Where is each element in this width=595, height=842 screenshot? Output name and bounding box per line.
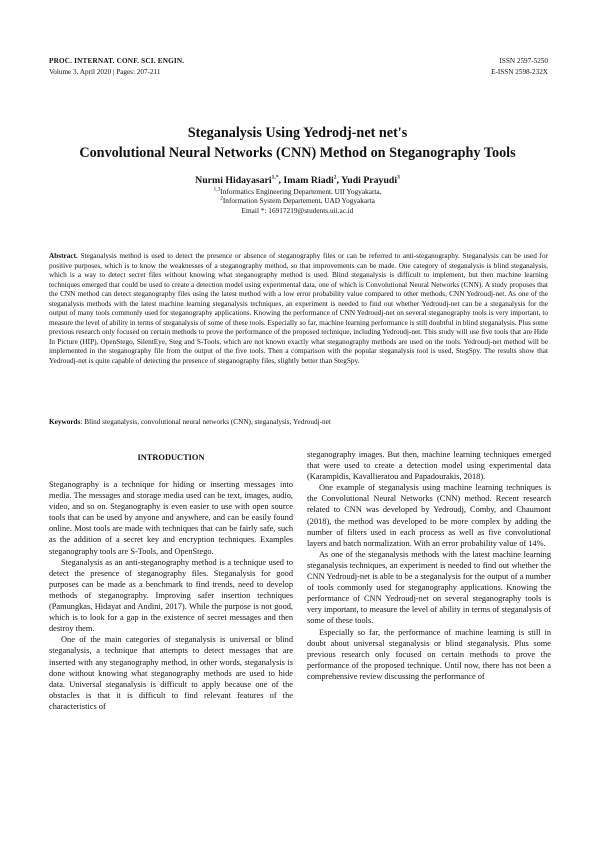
affiliation-1-text: Informatics Engineering Departement, UII Yogyakarta, bbox=[220, 187, 382, 196]
abstract-label: Abstract. bbox=[49, 252, 78, 260]
paragraph: As one of the steganalysis methods with the latest machine learning steganalysis techniques, an experiment is needed to find out whether the CNN Yedroudj-net is able to be a steganalysis for the output of a number of tools commonly used for steganography applications. Knowing the performance of CNN Yedroudj-net on several steganography tools is very important, to measure the level of ability in terms of steganalysis of some of these tools. bbox=[307, 549, 551, 626]
abstract bbox=[49, 252, 548, 367]
affiliation-2-mark: 2 bbox=[220, 195, 223, 202]
author-1: Nurmi Hidayasari bbox=[195, 175, 272, 186]
paragraph: steganography images. But then, machine learning techniques emerged that were used to create a detection model using experimental data (Karampidis, Kavallieratou and Papadourakis, 2018). bbox=[307, 450, 551, 482]
author-3-mark: 3 bbox=[397, 174, 400, 181]
affiliation-1 bbox=[40, 187, 555, 196]
paragraph: One example of steganalysis using machine learning techniques is the Convolutional Neural Networks (CNN) method. Recent research related to CNN was developed by Yedroudj, Comby, and Chaumont (2018), the method was developed to be more complex by adding the number of filters used in each process as well as five convolutional layers and batch normalization. With an error probability value of 14%. bbox=[307, 483, 551, 548]
author-list bbox=[40, 174, 555, 187]
paragraph: Steganography is a technique for hiding or inserting messages into media. The messages and storage media used can be text, images, audio, video, and so on. Steganography is even easier to use with open source tools that can be used by anyone and anywhere, and can be easily found online. Most tools are made with techniques that can be fairly safe, such as the addition of a secret key and encryption techniques. Examples steganography tools are S-Tools, and OpenStego. bbox=[49, 480, 293, 556]
author-separator-2: , bbox=[336, 175, 342, 186]
header-left bbox=[49, 56, 184, 78]
eissn: E-ISSN 2598-232X bbox=[491, 68, 548, 76]
keywords-text: : Blind steganalysis, convolutional neural networks (CNN), steganalysis, Yedroudj-net bbox=[80, 418, 331, 426]
title-line-1: Steganalysis Using Yedrodj-net net's bbox=[187, 125, 408, 141]
affiliation-1-mark: 1,3 bbox=[213, 186, 221, 193]
author-separator-1: , bbox=[278, 175, 284, 186]
title-line-2: Convolutional Neural Networks (CNN) Method on Steganography Tools bbox=[79, 145, 516, 161]
affiliation-2-text: Information System Departement, UAD Yogyakarta bbox=[222, 196, 375, 206]
author-email: Email *: 16917219@students.uii.ac.id bbox=[241, 205, 354, 215]
header-right bbox=[491, 56, 548, 78]
section-heading-introduction: INTRODUCTION bbox=[137, 453, 205, 462]
abstract-text: Steganalysis method is used to detect the presence or absence of steganography files or can be referred to anti-steganography. Steganalysis can be used for positive purposes, which is to know the weaknesses of a steganography method, so that improvements can be made. One category of steganalysis is blind steganalysis, which is a way to detect secret files without knowing what steganography method is used. Blind steganalysis is difficult to implement, but then machine learning techniques emerged that could be used to create a detection model using experimental data, one of which is Convolutional Neural Networks (CNN). A study proposes that the CNN method can detect steganography files using the latest method with a low error probability value compared to other methods, CNN Yedroudj-net. As one of the steganalysis methods with the latest machine learning steganalysis techniques, an experiment is needed to find out whether Yedroudj-net can be a steganalysis for the output of many tools commonly used for steganography applications. Knowing the performance of CNN Yedroudj-net on several steganography tools is very important, to measure the level of ability in terms of steganalysis of some of these tools. Especially so far, machine learning performance is still doubtful in blind steganalysis. Plus some previous research only focused on certain methods to prove the performance of the proposed technique, including Yedroudj-net. This study will use five tools that are Hide In Picture (HIP), OpenStego, SilentEye, Steg and S-Tools, which are not known exactly what steganography methods are used on the tools. Yedroudj-net method will be implemented in the steganography file from the output of the five tools. Then a comparison with the popular steganalysis tool is used, StegSpy. The results show that Yedroudj-net is quite capable of detecting the presence of steganography files, slightly better than StegSpy. bbox=[49, 252, 548, 366]
title-block bbox=[40, 123, 555, 215]
paper-title bbox=[40, 123, 555, 163]
author-1-mark: 1,* bbox=[271, 174, 279, 181]
paragraph: Steganalysis as an anti-steganography method is a technique used to detect the presence of steganography files. Steganalysis for good purposes can be made as a benchmark to find trends, need to develop methods of steganography. Improving safer insertion techniques (Pamungkas, Hidayat and Andini, 2017). While the purpose is not good, which is to look for a gap in the existence of secret messages and then destroy them. bbox=[49, 557, 293, 634]
author-3: Yudi Prayudi bbox=[341, 175, 398, 186]
paragraph: One of the main categories of steganalysis is universal or blind steganalysis, a technique that attempts to detect messages that are inserted with any steganography method, in other words, steganalysis is done without knowing what steganography methods are used to hide data. Universal steganalysis is difficult to apply because one of the obstacles is that it is difficult to find relevant features of the characteristics of bbox=[49, 635, 293, 711]
right-column bbox=[307, 449, 551, 682]
affiliation-2 bbox=[40, 196, 555, 205]
keywords-label: Keywords bbox=[49, 418, 81, 426]
running-header bbox=[49, 56, 548, 78]
paragraph: Especially so far, the performance of machine learning is still in doubt about universal steganalysis or blind steganalysis. Plus some previous research only focused on certain methods to prove the performance of the proposed technique. Until now, there has not been a comprehensive review discussing the performance of bbox=[307, 627, 551, 681]
issn: ISSN 2597-5250 bbox=[499, 57, 548, 65]
left-column bbox=[49, 449, 293, 712]
keywords bbox=[49, 418, 548, 428]
journal-name: PROC. INTERNAT. CONF. SCI. ENGIN. bbox=[49, 57, 185, 65]
author-2-mark: 2 bbox=[333, 174, 337, 181]
author-2: Imam Riadi bbox=[283, 175, 334, 186]
volume-info: Volume 3, April 2020 | Pages: 207-211 bbox=[49, 68, 161, 76]
